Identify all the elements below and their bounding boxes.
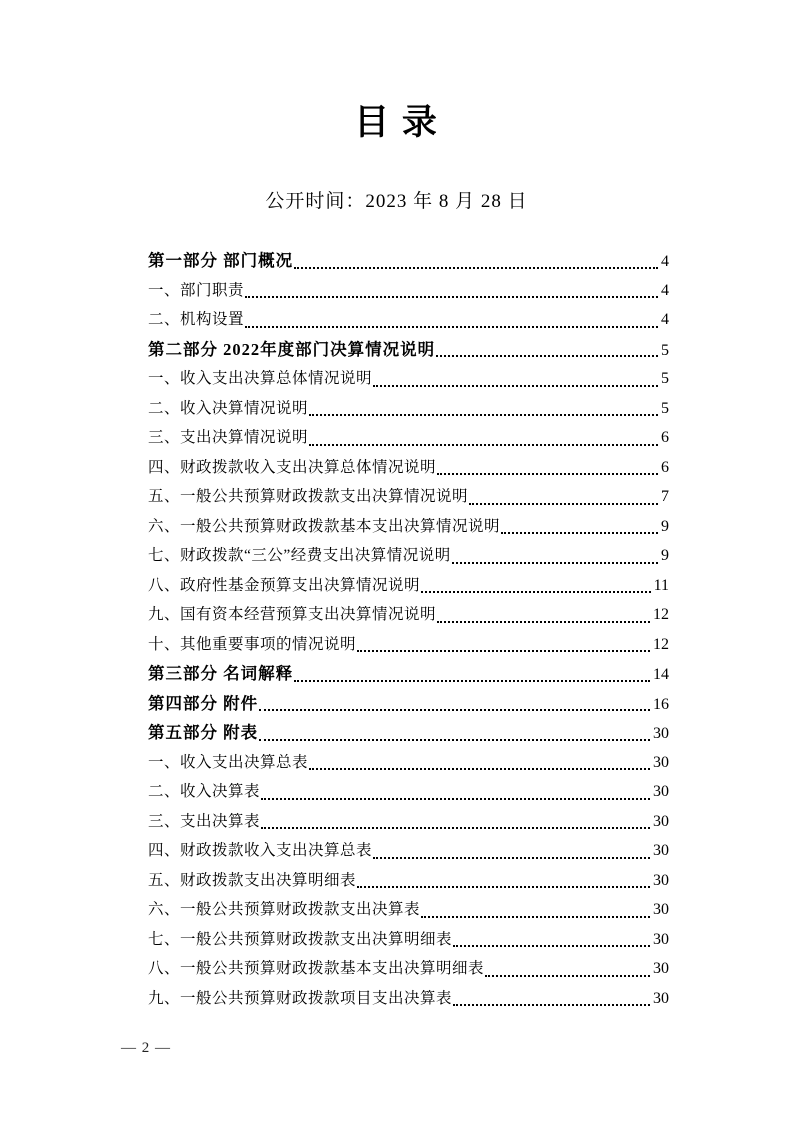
toc-entry-label: 七、财政拨款“三公”经费支出决算情况说明 <box>148 547 451 564</box>
toc-entry-label: 九、一般公共预算财政拨款项目支出决算表 <box>148 989 453 1007</box>
toc-entry <box>148 482 669 512</box>
toc-entry-page: 5 <box>661 399 669 417</box>
toc-entry-page: 30 <box>653 725 669 742</box>
toc-entry-page: 16 <box>653 695 669 713</box>
toc-dot-leader <box>436 355 658 357</box>
toc-entry <box>148 453 669 483</box>
toc-entry-page: 14 <box>653 666 669 683</box>
page-title: 目 录 <box>354 103 439 142</box>
toc-dot-leader <box>485 975 650 977</box>
toc-dot-leader <box>309 768 650 770</box>
toc-entry-label: 二、收入决算情况说明 <box>148 399 309 417</box>
toc-entry <box>148 364 669 394</box>
toc-entry <box>148 866 669 896</box>
toc-dot-leader <box>261 827 650 829</box>
toc-entry-page: 30 <box>653 812 669 830</box>
toc-entry <box>148 777 669 807</box>
toc-entry <box>148 807 669 837</box>
toc-dot-leader <box>294 680 650 682</box>
toc-dot-leader <box>373 857 650 859</box>
toc-entry-label: 一、收入支出决算总表 <box>148 753 309 771</box>
toc-entry-label: 四、财政拨款收入支出决算总表 <box>148 842 373 859</box>
toc-entry <box>148 600 669 630</box>
toc-dot-leader <box>453 1004 650 1006</box>
toc-entry-label: 第三部分 名词解释 <box>148 664 294 683</box>
toc-dot-leader <box>309 414 658 416</box>
toc-entry-label: 三、支出决算表 <box>148 812 261 830</box>
publish-date-line: 公开时间：2023 年 8 月 28 日 <box>265 191 528 212</box>
toc-dot-leader <box>501 532 658 534</box>
toc-entry-label: 八、政府性基金预算支出决算情况说明 <box>148 576 421 594</box>
toc-entry-label: 五、一般公共预算财政拨款支出决算情况说明 <box>148 488 469 505</box>
toc-dot-leader <box>245 296 658 298</box>
toc-entry-page: 12 <box>653 635 669 653</box>
toc-entry-page: 30 <box>653 901 669 918</box>
toc-dot-leader <box>421 916 650 918</box>
toc-entry <box>148 984 669 1014</box>
toc-dot-leader <box>259 709 650 711</box>
toc-entry-label: 一、收入支出决算总体情况说明 <box>148 370 373 387</box>
toc-list <box>148 246 669 1013</box>
toc-entry-label: 二、机构设置 <box>148 311 245 328</box>
toc-dot-leader <box>437 621 650 623</box>
toc-entry-label: 五、财政拨款支出决算明细表 <box>148 871 357 889</box>
toc-entry-page: 12 <box>653 606 669 623</box>
toc-entry <box>148 836 669 866</box>
toc-entry-page: 30 <box>653 783 669 800</box>
toc-entry-label: 七、一般公共预算财政拨款支出决算明细表 <box>148 930 453 948</box>
toc-entry-label: 四、财政拨款收入支出决算总体情况说明 <box>148 458 437 476</box>
toc-dot-leader <box>309 444 658 446</box>
toc-entry <box>148 925 669 955</box>
toc-dot-leader <box>452 562 658 564</box>
toc-entry-label: 第一部分 部门概况 <box>148 251 294 270</box>
toc-dot-leader <box>294 267 658 269</box>
toc-entry <box>148 748 669 778</box>
toc-entry <box>148 954 669 984</box>
toc-entry <box>148 571 669 601</box>
toc-entry-page: 11 <box>653 576 669 594</box>
toc-entry-label: 六、一般公共预算财政拨款支出决算表 <box>148 901 421 918</box>
toc-entry-page: 4 <box>661 311 669 328</box>
toc-entry-label: 九、国有资本经营预算支出决算情况说明 <box>148 606 437 623</box>
toc-dot-leader <box>261 798 650 800</box>
toc-entry-label: 第四部分 附件 <box>148 693 259 713</box>
toc-entry <box>148 276 669 306</box>
toc-entry-page: 4 <box>661 253 669 270</box>
toc-entry-page: 5 <box>661 341 669 359</box>
toc-entry <box>148 246 669 276</box>
toc-dot-leader <box>357 650 650 652</box>
toc-entry <box>148 423 669 453</box>
toc-entry <box>148 895 669 925</box>
toc-entry-page: 30 <box>653 989 669 1007</box>
toc-dot-leader <box>373 385 658 387</box>
toc-dot-leader <box>437 473 658 475</box>
toc-entry-page: 30 <box>653 753 669 771</box>
toc-entry-label: 第五部分 附表 <box>148 723 259 742</box>
toc-entry <box>148 305 669 335</box>
toc-dot-leader <box>469 503 658 505</box>
toc-entry-label: 一、部门职责 <box>148 281 245 299</box>
toc-entry-page: 30 <box>653 960 669 977</box>
toc-entry-page: 6 <box>661 458 669 476</box>
toc-entry-page: 9 <box>661 547 669 564</box>
toc-entry <box>148 335 669 365</box>
toc-entry <box>148 689 669 719</box>
toc-entry-page: 30 <box>653 871 669 889</box>
toc-dot-leader <box>245 326 658 328</box>
toc-entry-label: 第二部分 2022年度部门决算情况说明 <box>148 339 436 359</box>
toc-entry <box>148 512 669 542</box>
toc-entry-page: 30 <box>653 930 669 948</box>
toc-entry <box>148 394 669 424</box>
toc-entry-page: 6 <box>661 429 669 446</box>
toc-entry <box>148 659 669 689</box>
toc-entry-page: 9 <box>661 517 669 535</box>
toc-entry-label: 八、一般公共预算财政拨款基本支出决算明细表 <box>148 960 485 977</box>
toc-entry-label: 二、收入决算表 <box>148 783 261 800</box>
toc-dot-leader <box>453 945 650 947</box>
toc-entry-label: 三、支出决算情况说明 <box>148 429 309 446</box>
toc-dot-leader <box>357 886 650 888</box>
toc-entry-page: 7 <box>661 488 669 505</box>
toc-dot-leader <box>421 591 651 593</box>
toc-entry-label: 十、其他重要事项的情况说明 <box>148 635 357 653</box>
toc-entry <box>148 718 669 748</box>
toc-entry <box>148 541 669 571</box>
toc-entry-page: 4 <box>661 281 669 299</box>
footer-page-number: — 2 — <box>121 1040 171 1056</box>
toc-entry <box>148 630 669 660</box>
toc-entry-label: 六、一般公共预算财政拨款基本支出决算情况说明 <box>148 517 501 535</box>
toc-entry-page: 30 <box>653 842 669 859</box>
toc-entry-page: 5 <box>661 370 669 387</box>
toc-dot-leader <box>259 739 650 741</box>
